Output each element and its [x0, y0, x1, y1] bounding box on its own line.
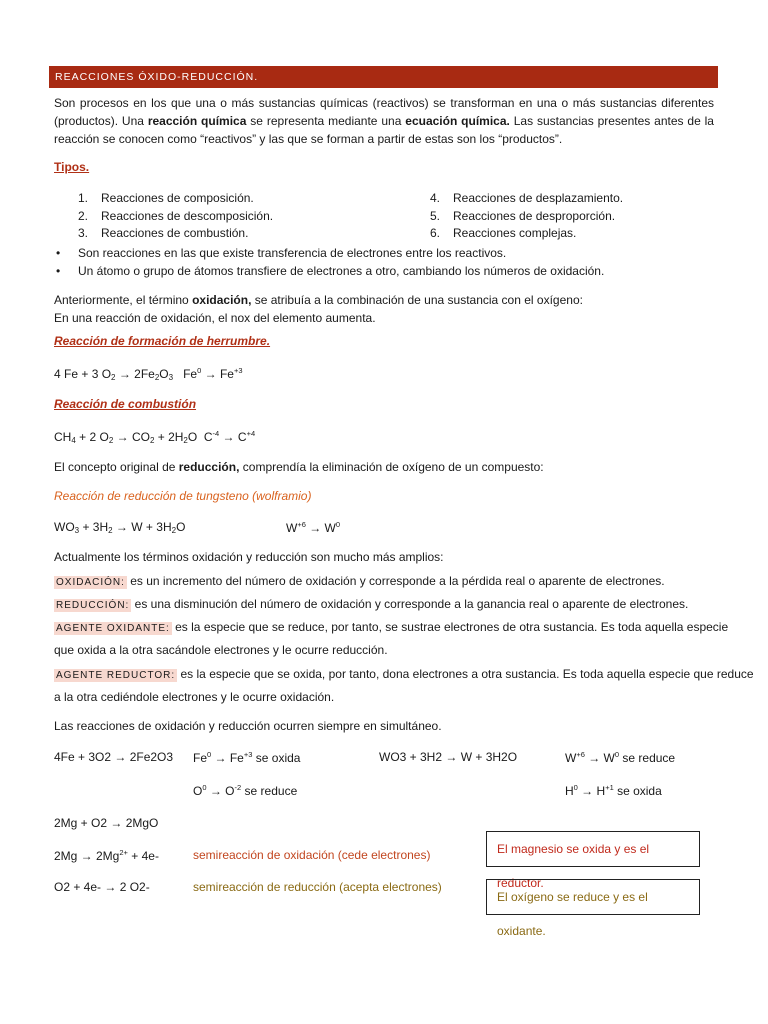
- list-item: 6. Reacciones complejas.: [430, 226, 577, 240]
- def-reduccion: REDUCCIÓN: es una disminución del número de oxidación y corresponde a la ganancia real o aparente de electrones.: [56, 597, 689, 611]
- intro-paragraph: Son procesos en los que una o más sustancias químicas (reactivos) se transforman en una o más sustancias diferentes (productos). Una reacción química se representa mediante una ecuación química. Las sustancias presentes antes de la reacción se conocen como “reactivos” y las que se forman a partir de estas son los “productos”.: [54, 96, 714, 146]
- bullet-icon: •: [56, 264, 61, 278]
- tipos-list-right: [430, 190, 623, 243]
- example-eq-w: WO3 + 3H2 → W + 3H2O: [379, 750, 518, 764]
- term-highlight: REDUCCIÓN:: [56, 600, 130, 611]
- list-item: 4. Reacciones de desplazamiento.: [430, 191, 624, 205]
- example-eq-fe: 4Fe + 3O2 → 2Fe2O3: [54, 750, 174, 764]
- simultaneo-paragraph: Las reacciones de oxidación y reducción ocurren siempre en simultáneo.: [54, 719, 442, 733]
- example-fe-nox: $Fe^0 \to Fe^{+3}$ se oxida: [193, 750, 301, 765]
- example-h-nox: $H^0 \to H^{+1}$ se oxida: [565, 783, 662, 798]
- example-mg-semi: $2Mg \to 2Mg^{2+} + 4e-$: [54, 848, 159, 863]
- def-agente-oxidante-cont: que oxida a la otra sacándole electrones y le ocurre reducción.: [54, 643, 388, 657]
- term-highlight: AGENTE OXIDANTE:: [56, 623, 170, 634]
- def-agente-reductor: AGENTE REDUCTOR: es la especie que se oxida, por tanto, dona electrones a otra sustancia. Es toda aquella especie que reduce: [56, 667, 754, 681]
- oxidacion-paragraph: Anteriormente, el término oxidación, se atribuía a la combinación de una sustancia con el oxígeno: En una reacción de oxidación, el nox del elemento aumenta.: [54, 293, 583, 325]
- example-eq-mg: 2Mg + O2 → 2MgO: [54, 816, 159, 830]
- reduccion-paragraph: El concepto original de reducción, comprendía la eliminación de oxígeno de un compuesto:: [54, 460, 544, 474]
- term-highlight: OXIDACIÓN:: [56, 577, 125, 588]
- tungsteno-nox: $W^{+6} \to W^0$: [286, 520, 341, 535]
- bullet-item: • Son reacciones en las que existe transferencia de electrones entre los reactivos.: [56, 246, 507, 260]
- bullet-item: • Un átomo o grupo de átomos transfiere de electrones a otro, cambiando los números de oxidación.: [56, 264, 605, 278]
- actual-paragraph: Actualmente los términos oxidación y reducción son mucho más amplios:: [54, 550, 444, 564]
- list-item: 1. Reacciones de composición.: [78, 191, 254, 205]
- combustion-equation: $CH_4 + 2$ $O_2 \to CO_2 + 2H_2O$ $C^{-4} \to C^{+4}$: [54, 429, 256, 445]
- tipos-list-left: [78, 190, 273, 243]
- tipos-heading: Tipos.: [54, 160, 90, 174]
- bold-term: ecuación química.: [405, 114, 510, 128]
- def-oxidacion: OXIDACIÓN: es un incremento del número de oxidación y corresponde a la pérdida real o aparente de electrones.: [56, 574, 665, 588]
- semi-reduccion-label: semireacción de reducción (acepta electrones): [193, 880, 442, 894]
- tungsteno-equation: $WO_3 + 3H_2 \to W + 3H_2O$: [54, 520, 186, 535]
- list-item: 5. Reacciones de desproporción.: [430, 208, 616, 223]
- example-o-nox: $O^0 \to O^{-2}$ se reduce: [193, 783, 298, 798]
- list-item: 3. Reacciones de combustión.: [78, 226, 249, 240]
- term-highlight: AGENTE REDUCTOR:: [56, 670, 176, 681]
- example-o2-semi: O2 + 4e- → 2 O2-: [54, 880, 150, 894]
- bullet-icon: •: [56, 246, 61, 260]
- list-item: 2. Reacciones de descomposición.: [78, 208, 274, 223]
- note-box-oxigeno: El oxígeno se reduce y es el oxidante.: [486, 879, 700, 915]
- note-box-magnesio: El magnesio se oxida y es el reductor.: [486, 831, 700, 867]
- example-w-nox: $W^{+6} \to W^0$ se reduce: [565, 750, 676, 765]
- herrumbre-equation: 4 Fe + 3 $O_2 \to 2Fe_2O_3$ $Fe^0 \to Fe^{+3}$: [54, 366, 243, 382]
- tungsteno-heading: Reacción de reducción de tungsteno (wolframio): [54, 489, 312, 503]
- def-agente-reductor-cont: a la otra cediéndole electrones y le ocurre oxidación.: [54, 690, 335, 704]
- semi-oxidacion-label: semireacción de oxidación (cede electrones): [193, 848, 431, 862]
- bullet-list: [56, 244, 604, 280]
- bold-term: reacción química: [147, 114, 247, 128]
- def-agente-oxidante: AGENTE OXIDANTE: es la especie que se reduce, por tanto, se sustrae electrones de otra sustancia. Es toda aquella especie: [56, 620, 729, 634]
- section-title: REACCIONES ÓXIDO-REDUCCIÓN.: [49, 66, 718, 88]
- combustion-heading: Reacción de combustión: [54, 397, 197, 411]
- herrumbre-heading: Reacción de formación de herrumbre.: [54, 334, 271, 348]
